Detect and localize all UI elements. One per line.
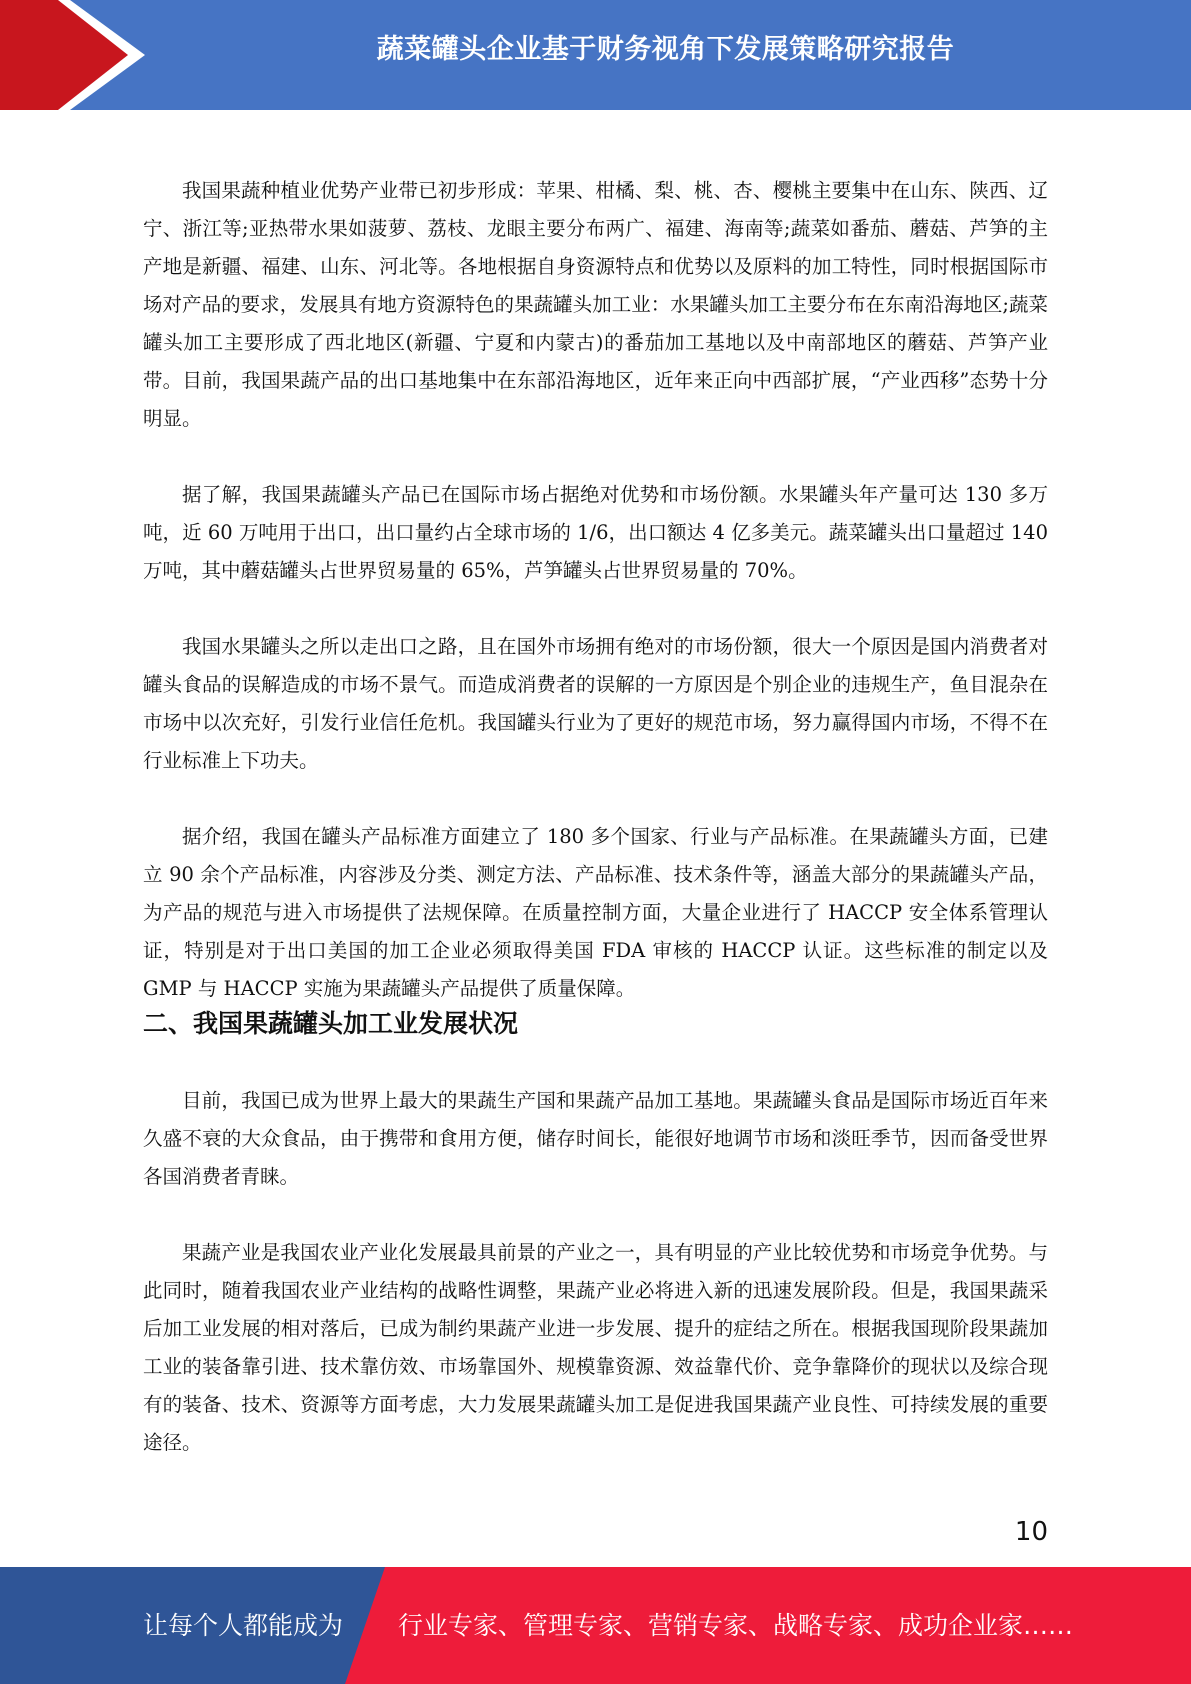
body-paragraph: 我国果蔬种植业优势产业带已初步形成：苹果、柑橘、梨、桃、杏、樱桃主要集中在山东、陕西、辽宁、浙江等;亚热带水果如菠萝、荔枝、龙眼主要分布两广、福建、海南等;蔬菜如番茄、蘑菇、芦笋的主产地是新疆、福建、山东、河北等。各地根据自身资源特点和优势以及原料的加工特性，同时根据国际市场对产品的要求，发展具有地方资源特色的果蔬罐头加工业：水果罐头加工主要分布在东南沿海地区;蔬菜罐头加工主要形成了西北地区(新疆、宁夏和内蒙古)的番茄加工基地以及中南部地区的蘑菇、芦笋产业带。目前，我国果蔬产品的出口基地集中在东部沿海地区，近年来正向中西部扩展，“产业西移”态势十分明显。 bbox=[143, 179, 1048, 430]
body-paragraph: 目前，我国已成为世界上最大的果蔬生产国和果蔬产品加工基地。果蔬罐头食品是国际市场近百年来久盛不衰的大众食品，由于携带和食用方便，储存时间长，能很好地调节市场和淡旺季节，因而备受世界各国消费者青睐。 bbox=[143, 1089, 1048, 1188]
body-paragraph: 果蔬产业是我国农业产业化发展最具前景的产业之一，具有明显的产业比较优势和市场竞争优势。与此同时，随着我国农业产业结构的战略性调整，果蔬产业必将进入新的迅速发展阶段。但是，我国果蔬采后加工业发展的相对落后，已成为制约果蔬产业进一步发展、提升的症结之所在。根据我国现阶段果蔬加工业的装备靠引进、技术靠仿效、市场靠国外、规模靠资源、效益靠代价、竞争靠降价的现状以及综合现有的装备、技术、资源等方面考虑，大力发展果蔬罐头加工是促进我国果蔬产业良性、可持续发展的重要途径。 bbox=[143, 1241, 1048, 1454]
page-footer bbox=[0, 1567, 1191, 1684]
body-paragraph: 据介绍，我国在罐头产品标准方面建立了 180 多个国家、行业与产品标准。在果蔬罐头方面，已建立 90 余个产品标准，内容涉及分类、测定方法、产品标准、技术条件等，涵盖大部分的果蔬罐头产品，为产品的规范与进入市场提供了法规保障。在质量控制方面，大量企业进行了 HACCP 安全体系管理认证，特别是对于出口美国的加工企业必须取得美国 FDA 审核的 HACCP 认证。这些标准的制定以及 GMP 与 HACCP 实施为果蔬罐头产品提供了质量保障。 bbox=[143, 825, 1048, 1000]
body-paragraph: 我国水果罐头之所以走出口之路，且在国外市场拥有绝对的市场份额，很大一个原因是国内消费者对罐头食品的误解造成的市场不景气。而造成消费者的误解的一方原因是个别企业的违规生产，鱼目混杂在市场中以次充好，引发行业信任危机。我国罐头行业为了更好的规范市场，努力赢得国内市场，不得不在行业标准上下功夫。 bbox=[143, 635, 1048, 772]
document-body bbox=[143, 172, 1048, 1500]
page-number: 10 bbox=[1014, 1517, 1048, 1547]
page-header bbox=[0, 0, 1191, 110]
footer-slogan-left: 让每个人都能成为 bbox=[143, 1611, 344, 1640]
header-title: 蔬菜罐头企业基于财务视角下发展策略研究报告 bbox=[376, 34, 955, 65]
footer-slogan-right: 行业专家、管理专家、营销专家、战略专家、成功企业家…… bbox=[398, 1611, 1074, 1640]
body-paragraph: 据了解，我国果蔬罐头产品已在国际市场占据绝对优势和市场份额。水果罐头年产量可达 130 多万吨，近 60 万吨用于出口，出口量约占全球市场的 1/6，出口额达 4 亿多美元。蔬菜罐头出口量超过 140 万吨，其中蘑菇罐头占世界贸易量的 65%，芦笋罐头占世界贸易量的 70%。 bbox=[143, 483, 1048, 582]
section-heading: 二、我国果蔬罐头加工业发展状况 bbox=[143, 1009, 519, 1038]
